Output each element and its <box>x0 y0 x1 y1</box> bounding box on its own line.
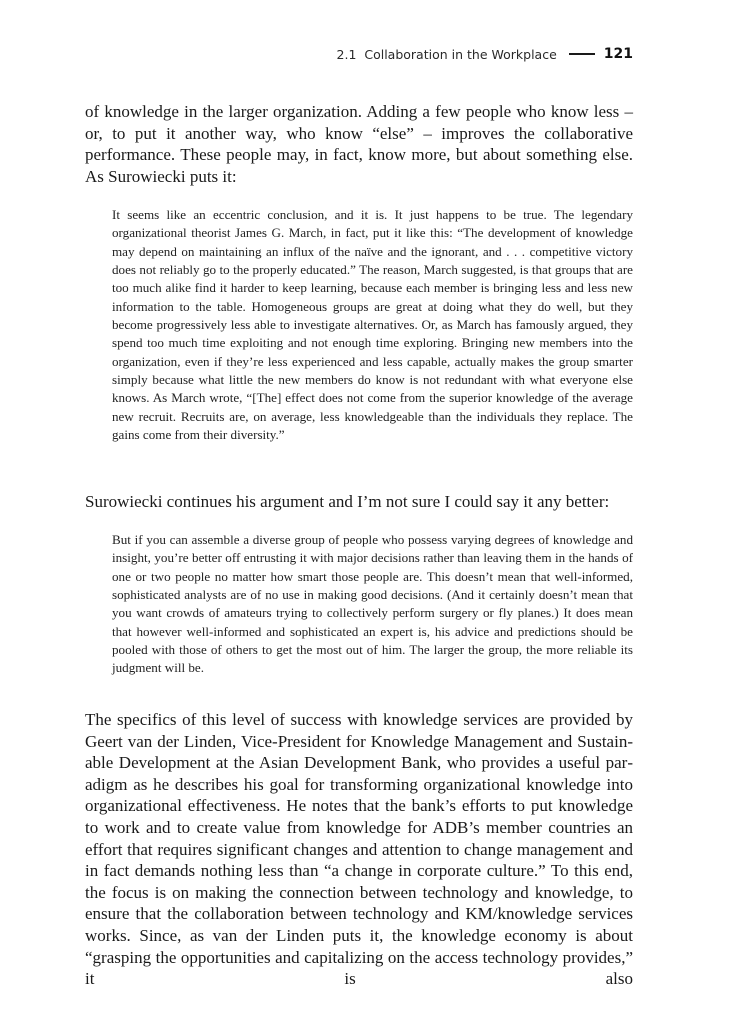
paragraph-adb: The specifics of this level of success with knowledge services are provided by Geert van der Linden, Vice-President for Knowledge Management and Sustainable Development at the Asian Development Bank, who provides a useful paradigm as he describes his goal for transforming organizational knowledge into organizational effectiveness. He notes that the bank’s efforts to put knowledge to work and to create value from knowledge for ADB’s member countries an effort that requires significant changes and attention to change management and in fact demands nothing less than “a change in corporate culture.” To this end, the focus is on making the connection between technology and knowledge, to ensure that the collaboration between technology and KM/knowledge services works. Since, as van der Linden puts it, the knowledge economy is about “grasping the opportunities and capitalizing on the access technology provides,” it is also <box>85 710 633 989</box>
paragraph-intro: of knowledge in the larger organization. Adding a few people who know less – or, to put it another way, who know “else” – improves the collaborative performance. These people may, in fact, know more, but about something else. As Surowiecki puts it: <box>85 102 633 186</box>
block-quote-crowds: But if you can assemble a diverse group of people who possess varying degrees of knowledge and insight, you’re better off entrusting it with major decisions rather than leaving them in the hands of one or two people no matter how smart those people are. This doesn’t mean that well-informed, sophisticated analysts are of no use in making good decisions. (And it certainly doesn’t mean that you want crowds of amateurs trying to collectively perform surgery or fly planes.) It does mean that however well-informed and sophisticated an expert is, his advice and predictions should be pooled with those of others to get the most out of him. The larger the group, the more reliable its judgment will be. <box>112 532 633 676</box>
page-number: 121 <box>603 46 633 62</box>
paragraph-transition: Surowiecki continues his argument and I’m not sure I could say it any better: <box>85 492 610 511</box>
running-header <box>337 44 633 64</box>
header-rule <box>569 53 595 55</box>
block-quote-march: It seems like an eccentric conclusion, and it is. It just happens to be true. The legendary organizational theorist James G. March, in fact, put it like this: “The development of knowledge may depend on maintaining an influx of the naïve and the ignorant, and . . . competitive victory does not reliably go to the properly educated.” The reason, March suggested, is that groups that are too much alike find it harder to keep learning, because each member is bringing less and less new information to the table. Homogeneous groups are great at doing what they do well, but they become progressively less able to investigate alternatives. Or, as March has famously argued, they spend too much time exploiting and not enough time exploring. Bringing new members into the organization, even if they’re less experienced and less capable, actually makes the group smarter simply because what little the new members do know is not redundant with what everyone else knows. As March wrote, “[The] effect does not come from the superior knowledge of the average new recruit. Recruits are, on average, less knowledgeable than the individuals they replace. The gains come from their diversity.” <box>112 207 633 443</box>
section-title: 2.1 Collaboration in the Workplace <box>336 46 557 62</box>
